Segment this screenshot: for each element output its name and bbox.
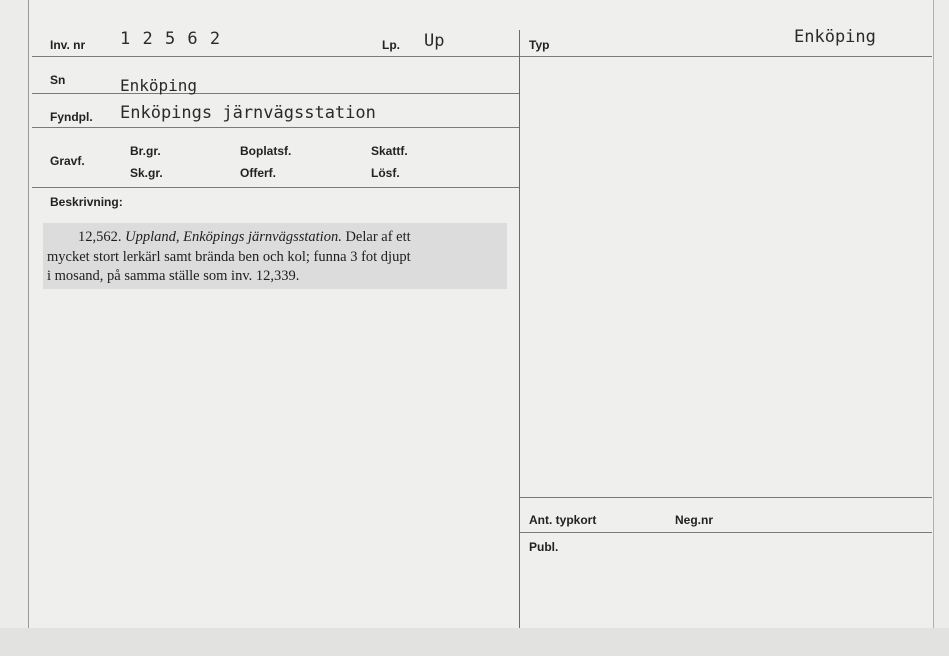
skattf-label: Skattf. xyxy=(371,144,408,158)
brgr-label: Br.gr. xyxy=(130,144,161,158)
inv-value: 1 2 5 6 2 xyxy=(120,29,222,49)
divider-typ xyxy=(520,56,932,57)
divider-ant-top xyxy=(520,497,932,498)
sn-label: Sn xyxy=(50,73,66,87)
clipping-location: Uppland, Enköpings järnvägsstation. xyxy=(125,229,342,245)
clipping-line-1-rest: Delar af ett xyxy=(345,229,411,245)
divider-publ xyxy=(520,532,932,533)
divider-gravf xyxy=(32,187,519,188)
divider-fyndpl xyxy=(32,127,519,128)
clipping-line-2: mycket stort lerkärl samt brända ben och kol; funna 3 fot djupt xyxy=(47,249,411,265)
typ-label: Typ xyxy=(529,38,550,52)
ant-typkort-label: Ant. typkort xyxy=(529,513,597,527)
column-divider xyxy=(519,30,520,628)
skgr-label: Sk.gr. xyxy=(130,166,163,180)
lp-label: Lp. xyxy=(382,38,400,52)
lp-value: Up xyxy=(424,31,445,51)
publ-label: Publ. xyxy=(529,540,559,554)
place-header: Enköping xyxy=(794,27,876,47)
clipping-line-3: i mosand, på samma ställe som inv. 12,339. xyxy=(47,268,300,284)
divider-inv xyxy=(32,56,519,57)
losf-label: Lösf. xyxy=(371,166,400,180)
card-bottom-edge xyxy=(0,628,949,656)
beskrivning-label: Beskrivning: xyxy=(50,195,123,209)
clipping-line-1 xyxy=(78,229,411,246)
fyndpl-value: Enköpings järnvägsstation xyxy=(120,103,376,123)
divider-sn xyxy=(32,93,519,94)
offerf-label: Offerf. xyxy=(240,166,276,180)
description-clipping xyxy=(43,223,507,289)
clipping-number: 12,562. xyxy=(78,229,122,245)
boplatsf-label: Boplatsf. xyxy=(240,144,292,158)
sn-value: Enköping xyxy=(120,76,198,95)
gravf-label: Gravf. xyxy=(50,154,85,168)
negnr-label: Neg.nr xyxy=(675,513,714,527)
inv-label: Inv. nr xyxy=(50,38,86,52)
fyndpl-label: Fyndpl. xyxy=(50,110,93,124)
